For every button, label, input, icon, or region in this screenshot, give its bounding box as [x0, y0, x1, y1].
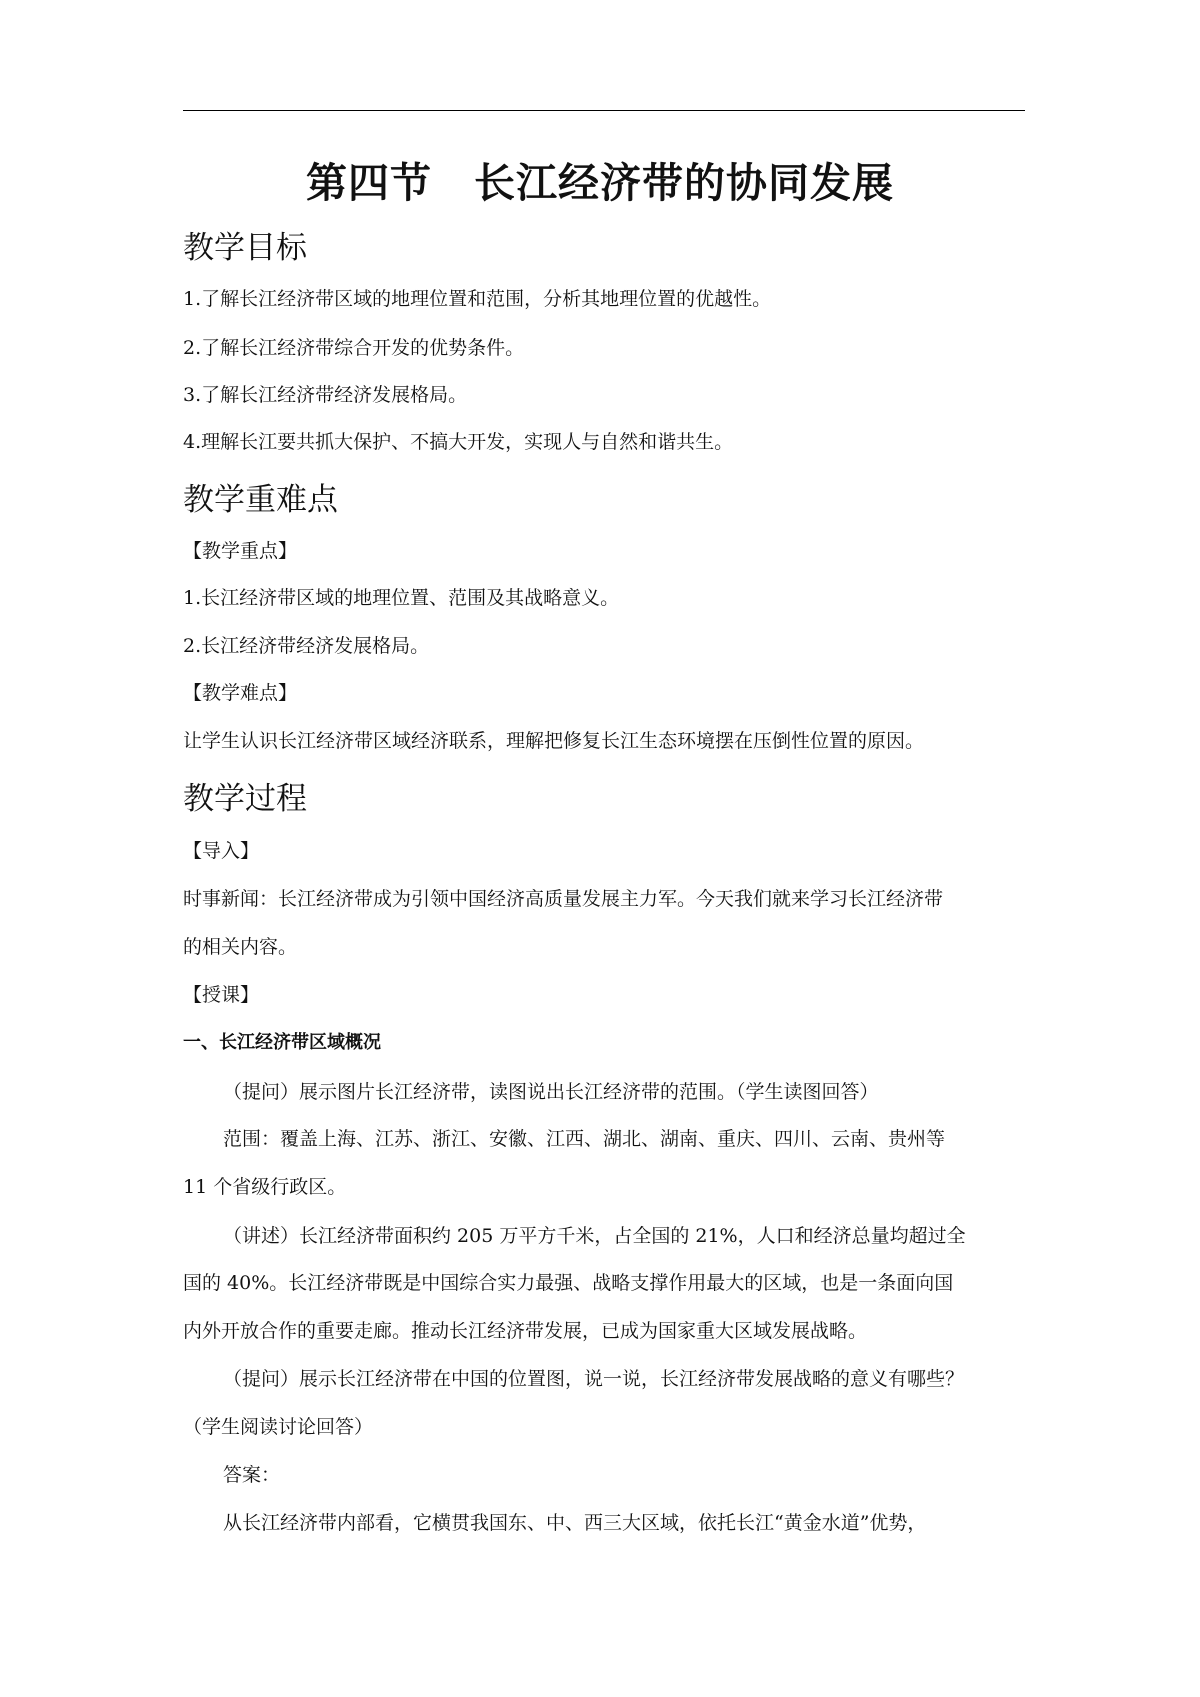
lecture-line-1: （讲述）长江经济带面积约 205 万平方千米，占全国的 21%，人口和经济总量均超过全: [223, 1225, 966, 1247]
intro-label: 【导入】: [183, 840, 260, 862]
part1-heading: 一、长江经济带区域概况: [183, 1032, 381, 1053]
range-line-2: 11 个省级行政区。: [183, 1176, 347, 1198]
heading-process: 教学过程: [183, 781, 307, 817]
key-item-2: 2.长江经济带经济发展格局。: [183, 635, 430, 657]
question-2-line-1: （提问）展示长江经济带在中国的位置图，说一说，长江经济带发展战略的意义有哪些？: [223, 1368, 965, 1390]
objective-item-4: 4.理解长江要共抓大保护、不搞大开发，实现人与自然和谐共生。: [183, 431, 734, 453]
key-label: 【教学重点】: [183, 540, 298, 562]
header-rule: [183, 110, 1025, 111]
heading-key-points: 教学重难点: [183, 482, 338, 518]
intro-line-2: 的相关内容。: [183, 936, 298, 958]
difficult-text: 让学生认识长江经济带区域经济联系，理解把修复长江生态环境摆在压倒性位置的原因。: [183, 730, 925, 752]
page-title: 第四节 长江经济带的协同发展: [306, 159, 894, 207]
difficult-label: 【教学难点】: [183, 682, 298, 704]
question-1: （提问）展示图片长江经济带，读图说出长江经济带的范围。（学生读图回答）: [223, 1081, 879, 1103]
key-item-1: 1.长江经济带区域的地理位置、范围及其战略意义。: [183, 587, 620, 609]
objective-item-3: 3.了解长江经济带经济发展格局。: [183, 384, 468, 406]
lecture-line-3: 内外开放合作的重要走廊。推动长江经济带发展，已成为国家重大区域发展战略。: [183, 1320, 868, 1342]
objective-item-2: 2.了解长江经济带综合开发的优势条件。: [183, 337, 525, 359]
heading-objectives: 教学目标: [183, 230, 307, 266]
lesson-label: 【授课】: [183, 984, 260, 1006]
lecture-line-2: 国的 40%。长江经济带既是中国综合实力最强、战略支撑作用最大的区域，也是一条面向国: [183, 1272, 954, 1294]
answer-line-1: 从长江经济带内部看，它横贯我国东、中、西三大区域，依托长江“黄金水道”优势，: [223, 1512, 927, 1534]
range-line-1: 范围：覆盖上海、江苏、浙江、安徽、江西、湖北、湖南、重庆、四川、云南、贵州等: [223, 1128, 946, 1150]
answer-label: 答案：: [223, 1464, 281, 1486]
intro-line-1: 时事新闻：长江经济带成为引领中国经济高质量发展主力军。今天我们就来学习长江经济带: [183, 888, 944, 910]
question-2-line-2: （学生阅读讨论回答）: [183, 1416, 374, 1438]
objective-item-1: 1.了解长江经济带区域的地理位置和范围，分析其地理位置的优越性。: [183, 288, 772, 310]
